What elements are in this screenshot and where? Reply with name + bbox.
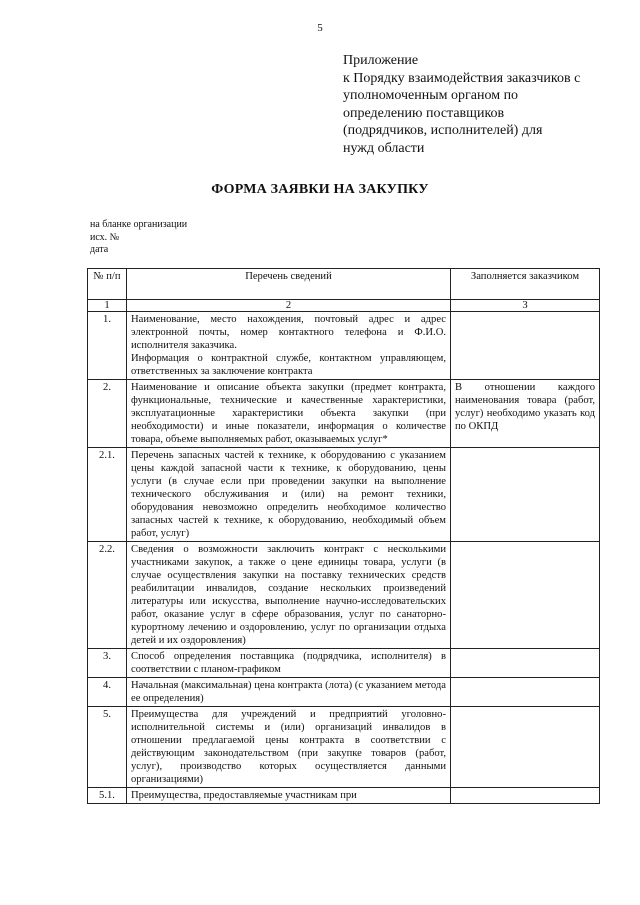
appendix-line: Приложение: [343, 53, 419, 68]
table-row: [88, 788, 600, 804]
appendix-line: уполномоченным органом по: [343, 88, 519, 103]
row-description: [127, 312, 451, 380]
column-index-row: [88, 300, 600, 312]
row-description: Перечень запасных частей к технике, к оборудованию с указанием цены каждой запасной части к технике, к оборудованию, цены услуги (в случае если при проведении закупки на выполнение технического обслуживания и (или) на ремонт техники, оборудования невозможно определить необходимое количество запасных частей к технике, к оборудованию, необходимый объем работ, услуг): [127, 448, 451, 542]
customer-cell[interactable]: [451, 542, 600, 649]
row-description: Наименование и описание объекта закупки (предмет контракта, функциональные, технические и качественные характеристики, эксплуатационные характеристики объекта закупки (при необходимости) и иные показатели, информация о количестве товара, объеме выполняемых работ, оказываемых услуг*: [127, 380, 451, 448]
customer-cell[interactable]: В отношении каждого наименования товара (работ, услуг) необходимо указать код по ОКПД: [451, 380, 600, 448]
column-index: 2: [127, 300, 451, 312]
table-row: [88, 707, 600, 788]
row-number: 5.: [88, 707, 127, 788]
header-num: № п/п: [88, 269, 127, 300]
appendix-line: к Порядку взаимодействия заказчиков с: [343, 70, 581, 86]
customer-cell[interactable]: [451, 649, 600, 678]
row-description: Способ определения поставщика (подрядчика, исполнителя) в соответствии с планом-графиком: [127, 649, 451, 678]
table-row: [88, 649, 600, 678]
appendix-line: нужд области: [343, 140, 425, 156]
table-row: [88, 678, 600, 707]
request-form-table: [87, 268, 600, 804]
customer-cell[interactable]: [451, 707, 600, 788]
row-description-text: Наименование, место нахождения, почтовый адрес и адрес электронной почты, номер контактного телефона и Ф.И.О. исполнителя заказчика.: [131, 314, 446, 351]
row-description: Преимущества для учреждений и предприятий уголовно-исполнительной системы и (или) организаций инвалидов в отношении предлагаемой цены контракта в соответствии с действующим законодательством (при закупке товаров (работ, услуг), производство которых осуществляется данными организациями): [127, 707, 451, 788]
header-customer: Заполняется заказчиком: [451, 269, 600, 300]
table-row: [88, 380, 600, 448]
row-description-text: Информация о контрактной службе, контактном управляющем, ответственных за заключение контракта: [131, 353, 446, 377]
row-description: Сведения о возможности заключить контракт с несколькими участниками закупок, а также о цене единицы товара, услуги (в случае осуществления закупки на поставку технических средств реабилитации инвалидов, создание нескольких произведений литературы или искусства, выполнение научно-исследовательских работ, оказание услуг в сфере образования, услуг по санаторно-курортному лечению и оздоровлению, услуг по организации отдыха детей и их оздоровления): [127, 542, 451, 649]
column-index: 3: [451, 300, 600, 312]
row-number: 2.: [88, 380, 127, 448]
row-number: 2.1.: [88, 448, 127, 542]
appendix-line: (подрядчиков, исполнителей) для: [343, 123, 543, 138]
appendix-line: определению поставщиков: [343, 105, 505, 121]
table-row: [88, 542, 600, 649]
letterhead-line: на бланке организации: [90, 219, 188, 230]
row-description: Преимущества, предоставляемые участникам при: [127, 788, 451, 804]
row-description: Начальная (максимальная) цена контракта (лота) (с указанием метода ее определения): [127, 678, 451, 707]
table-header-row: [88, 269, 600, 300]
row-number: 3.: [88, 649, 127, 678]
header-description: Перечень сведений: [127, 269, 451, 300]
row-number: 5.1.: [88, 788, 127, 804]
date-label: дата: [90, 244, 109, 255]
outgoing-number-label: исх. №: [90, 231, 120, 243]
customer-cell[interactable]: [451, 312, 600, 380]
form-title: ФОРМА ЗАЯВКИ НА ЗАКУПКУ: [211, 182, 429, 197]
table-row: [88, 448, 600, 542]
appendix-block: [343, 52, 613, 157]
customer-cell[interactable]: [451, 788, 600, 804]
customer-cell[interactable]: [451, 678, 600, 707]
row-number: 2.2.: [88, 542, 127, 649]
row-number: 4.: [88, 678, 127, 707]
letterhead-note: [90, 219, 187, 257]
page-number: 5: [317, 22, 323, 34]
customer-cell[interactable]: [451, 448, 600, 542]
table-row: [88, 312, 600, 380]
row-number: 1.: [88, 312, 127, 380]
column-index: 1: [88, 300, 127, 312]
